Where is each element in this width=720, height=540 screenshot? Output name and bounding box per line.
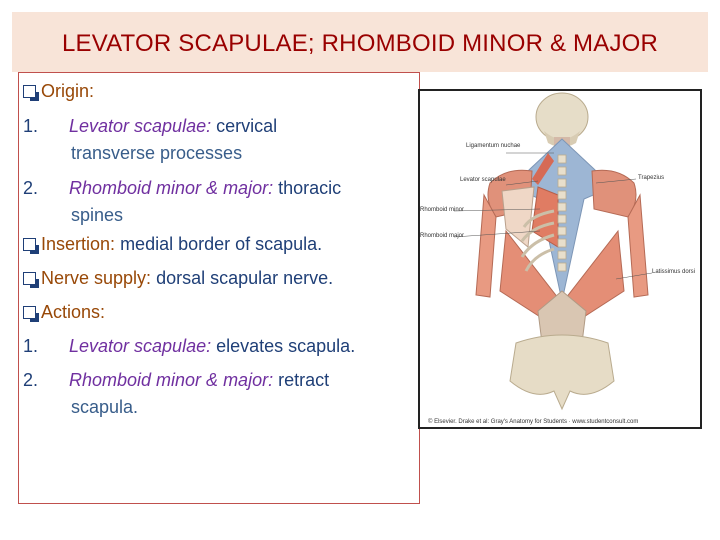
origin-label: Origin: [41,81,95,101]
item-text: retract [278,370,330,390]
title-bar [12,12,708,72]
origin-item-1 [23,116,277,136]
insertion-text: medial border of scapula. [120,234,323,254]
checkbox-bullet-icon [23,238,36,251]
checkbox-bullet-icon [23,272,36,285]
label-rhomboid-minor: Rhomboid minor [420,207,465,213]
origin-line [23,81,94,101]
nerve-line [23,268,333,288]
item-continuation: scapula. [71,397,139,417]
actions-label: Actions: [41,302,106,322]
figure-caption: © Elsevier. Drake et al: Gray's Anatomy for Students · www.studentconsult.com [428,419,639,425]
action-item-2 [23,370,329,390]
item-continuation: transverse processes [71,143,243,163]
nerve-text: dorsal scapular nerve. [156,268,334,288]
insertion-line [23,234,322,254]
origin-item-2 [23,178,341,198]
item-number: 2. [23,370,39,390]
muscle-name: Rhomboid minor & major: [69,178,274,198]
muscle-name: Levator scapulae: [69,336,212,356]
label-latissimus: Latissimus dorsi [652,269,696,275]
checkbox-bullet-icon [23,85,36,98]
nerve-label: Nerve supply: [41,268,152,288]
item-text: elevates scapula. [216,336,356,356]
item-number: 1. [23,336,39,356]
item-text: cervical [216,116,278,136]
muscle-name: Levator scapulae: [69,116,212,136]
item-continuation: spines [71,205,124,225]
label-rhomboid-major: Rhomboid major [420,233,465,239]
item-number: 2. [23,178,39,198]
label-levator: Levator scapulae [460,177,506,183]
anatomy-figure [418,89,702,429]
insertion-label: Insertion: [41,234,116,254]
content-box [18,72,420,504]
muscle-name: Rhomboid minor & major: [69,370,274,390]
item-number: 1. [23,116,39,136]
action-item-1 [23,336,355,356]
label-trapezius: Trapezius [638,175,665,181]
item-text: thoracic [278,178,342,198]
slide-title: LEVATOR SCAPULAE; RHOMBOID MINOR & MAJOR [61,30,659,57]
actions-line [23,302,105,322]
back-muscles-illustration [420,91,700,427]
checkbox-bullet-icon [23,306,36,319]
label-ligamentum: Ligamentum nuchae [466,143,521,149]
